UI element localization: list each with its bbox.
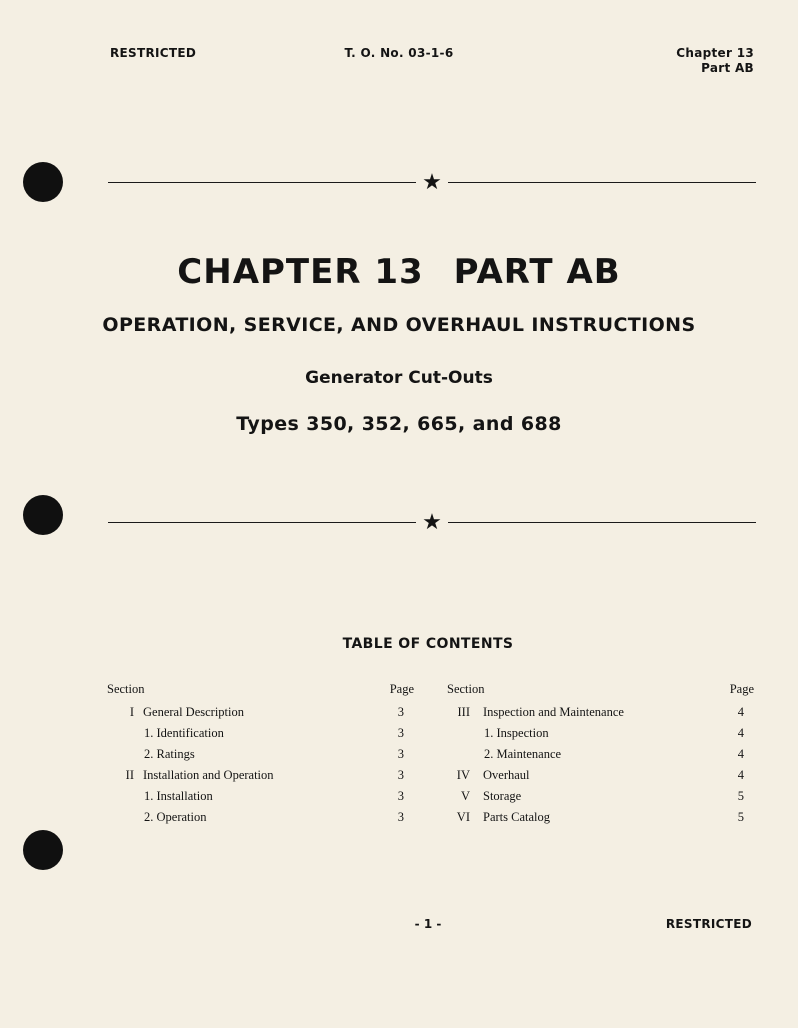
toc-page: 4: [737, 747, 744, 761]
toc-subentry[interactable]: 2. Ratings: [144, 747, 195, 761]
toc-section-number: I: [129, 705, 134, 719]
header-to-number: T. O. No. 03-1-6: [344, 46, 454, 60]
toc-subentry[interactable]: 1. Inspection: [484, 726, 549, 740]
part-number: PART AB: [453, 252, 621, 292]
toc-page: 3: [397, 810, 404, 824]
toc-subentry[interactable]: 2. Maintenance: [484, 747, 562, 761]
chapter-title: [0, 252, 798, 292]
bottom-divider: [108, 509, 756, 534]
toc-title: TABLE OF CONTENTS: [342, 636, 514, 652]
toc-section-number: III: [457, 705, 470, 719]
footer-classification: RESTRICTED: [665, 917, 752, 931]
toc-section-number: V: [460, 789, 470, 803]
header-chapter: Chapter 13: [676, 46, 754, 60]
toc-entry[interactable]: Storage: [483, 789, 522, 803]
toc-section-number: II: [125, 768, 134, 782]
toc-section-header: Section: [447, 682, 485, 696]
toc-page: 4: [737, 726, 744, 740]
document-subtitle: OPERATION, SERVICE, AND OVERHAUL INSTRUCTIONS: [102, 314, 696, 336]
toc-page: 3: [397, 726, 404, 740]
equipment-types: Types 350, 352, 665, and 688: [236, 413, 562, 435]
toc-subentry[interactable]: 2. Operation: [144, 810, 207, 824]
toc-entry[interactable]: General Description: [143, 705, 245, 719]
toc-page: 3: [397, 705, 404, 719]
toc-page: 5: [737, 789, 744, 803]
toc-subentry[interactable]: 1. Identification: [144, 726, 224, 740]
toc-page: 4: [737, 768, 744, 782]
header-chapter-part: [676, 46, 754, 76]
equipment-name: Generator Cut-Outs: [305, 368, 493, 388]
toc-page-header: Page: [389, 682, 414, 696]
toc-entry[interactable]: Overhaul: [483, 768, 530, 782]
toc-section-number: IV: [456, 768, 470, 782]
toc-entry[interactable]: Installation and Operation: [143, 768, 274, 782]
toc-entry[interactable]: Inspection and Maintenance: [483, 705, 624, 719]
chapter-number: CHAPTER 13: [177, 252, 424, 292]
toc-page-header: Page: [729, 682, 754, 696]
punch-hole: [23, 495, 63, 535]
toc-page: 3: [397, 747, 404, 761]
punch-hole: [23, 830, 63, 870]
toc-page: 3: [397, 789, 404, 803]
star-icon: ★: [422, 169, 442, 194]
toc-page: 5: [737, 810, 744, 824]
toc-entry[interactable]: Parts Catalog: [483, 810, 551, 824]
punch-hole: [23, 162, 63, 202]
star-icon: ★: [422, 509, 442, 534]
page-number: - 1 -: [414, 917, 442, 931]
toc-subentry[interactable]: 1. Installation: [144, 789, 213, 803]
top-divider: [108, 169, 756, 194]
toc-page: 4: [737, 705, 744, 719]
header-classification: RESTRICTED: [110, 46, 197, 60]
toc-page: 3: [397, 768, 404, 782]
toc-section-header: Section: [107, 682, 145, 696]
toc-section-number: VI: [456, 810, 470, 824]
header-part: Part AB: [701, 61, 754, 75]
